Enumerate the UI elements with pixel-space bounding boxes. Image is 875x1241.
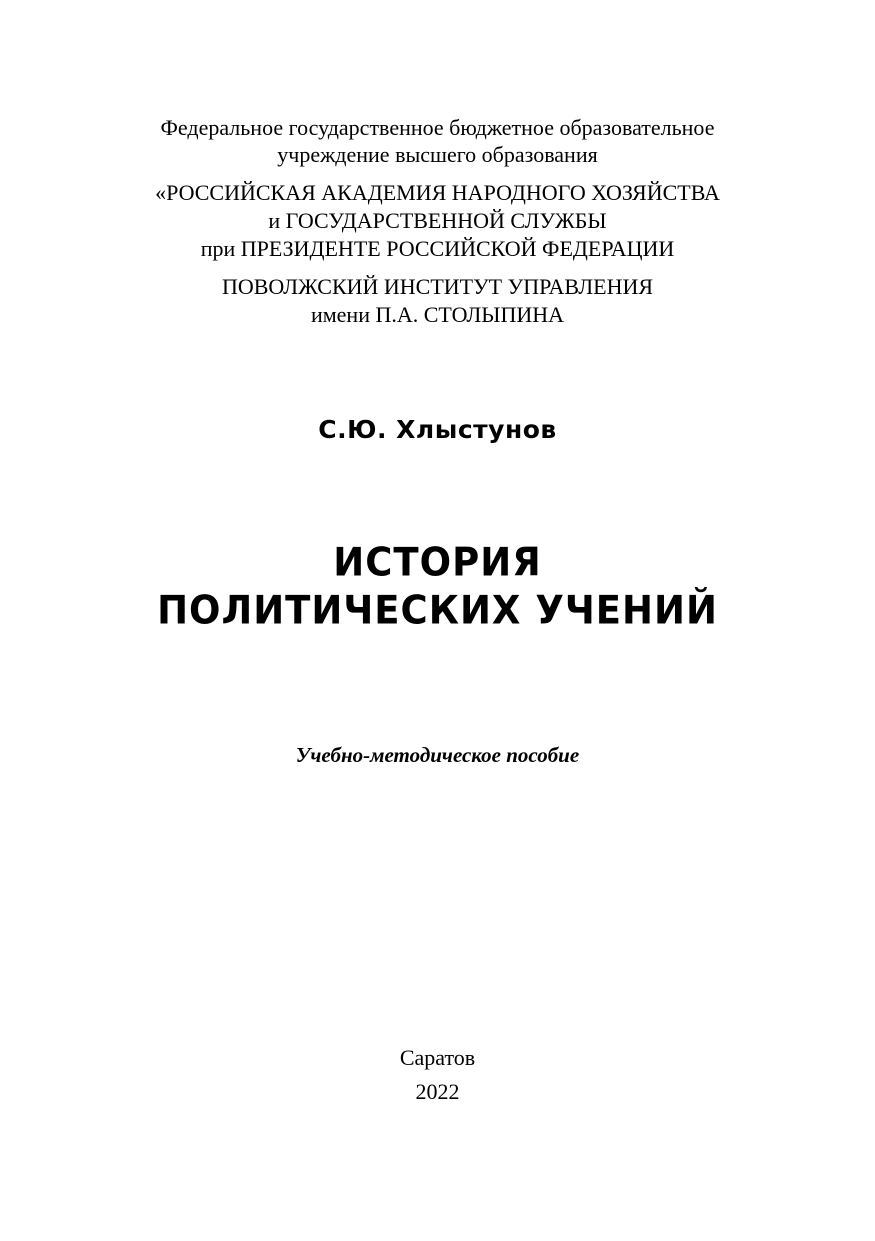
institute-line-2: имени П.А. СТОЛЫПИНА: [310, 302, 565, 327]
institution-line-1: Федеральное государственное бюджетное образовательное: [160, 115, 715, 140]
publication-city: Саратов: [399, 1045, 476, 1070]
academy-line-3: при ПРЕЗИДЕНТЕ РОССИЙСКОЙ ФЕДЕРАЦИИ: [200, 236, 675, 261]
institute-line-1: ПОВОЛЖСКИЙ ИНСТИТУТ УПРАВЛЕНИЯ: [221, 274, 654, 299]
book-title-line-2: ПОЛИТИЧЕСКИХ УЧЕНИЙ: [157, 587, 718, 634]
book-title-line-1: ИСТОРИЯ: [333, 539, 542, 586]
academy-line-1: «РОССИЙСКАЯ АКАДЕМИЯ НАРОДНОГО ХОЗЯЙСТВА: [155, 180, 720, 205]
publication-year: 2022: [415, 1079, 460, 1104]
academy-line-2: и ГОСУДАРСТВЕННОЙ СЛУЖБЫ: [268, 208, 607, 233]
book-subtitle: Учебно-методическое пособие: [295, 743, 580, 767]
institution-line-2: учреждение высшего образования: [277, 142, 598, 167]
author-name: С.Ю. Хлыстунов: [318, 415, 557, 444]
